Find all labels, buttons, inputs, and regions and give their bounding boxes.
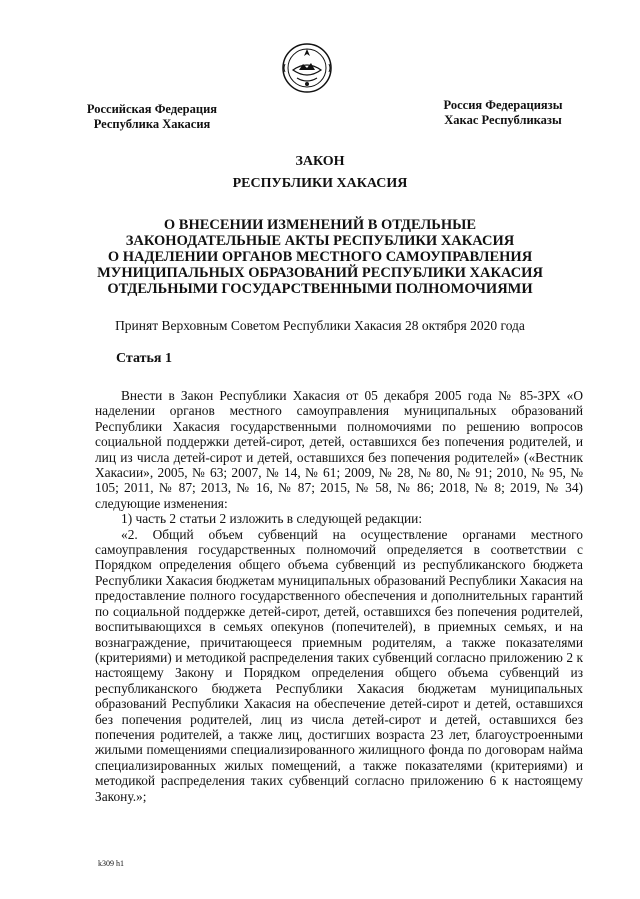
title-line-2: ЗАКОНОДАТЕЛЬНЫЕ АКТЫ РЕСПУБЛИКИ ХАКАСИЯ (125, 233, 515, 249)
header-right-line-2: Хакас Республиказы (444, 113, 562, 127)
paragraph-item-1: 1) часть 2 статьи 2 изложить в следующей редакции: (121, 511, 423, 527)
law-title (60, 217, 580, 297)
title-line-1: О ВНЕСЕНИИ ИЗМЕНЕНИЙ В ОТДЕЛЬНЫЕ (163, 217, 477, 233)
doc-type-republic: РЕСПУБЛИКИ ХАКАСИЯ (232, 176, 408, 191)
header-right-line-1: Россия Федерациязы (443, 98, 563, 112)
paragraph-new-text: «2. Общий объем субвенций на осуществление органами местного самоуправления государственных полномочий определяется в соответствии с Порядком определения общего объема субвенций из республиканского бюджета Республики Хакасия бюджетам муниципальных образований Республики Хакасия на предоставление полного государственного обеспечения и дополнительных гарантий по социальной поддержке детей-сирот, детей, оставшихся без попечения родителей, воспитывающихся в семьях опекунов (попечителей), в приемных семьях, и на вознаграждение, причитающееся приемным родителям, а также показателями (критериями) и методикой распределения таких субвенций согласно приложению 2 к настоящему Закону и Порядком определения общего объема субвенций из республиканского бюджета Республики Хакасия бюджетам муниципальных образований Республики Хакасия на обеспечение детей-сирот и детей, оставшихся без попечения родителей, лиц из числа детей-сирот и детей, оставшихся без попечения родителей, а также лиц, достигших возраста 23 лет, благоустроенными жилыми помещениями специализированного жилищного фонда по договорам найма специализированных жилых помещений, а также показателями (критериями) и методикой распределения таких субвенций согласно приложению 6 к настоящему Закону.»; (95, 526, 583, 804)
header-left-line-2: Республика Хакасия (93, 117, 211, 131)
adoption-line: Принят Верховным Советом Республики Хакасия 28 октября 2020 года (115, 318, 525, 333)
paragraph-intro: Внести в Закон Республики Хакасия от 05 декабря 2005 года № 85-ЗРХ «О наделении органов местного самоуправления муниципальных образований Республики Хакасия государственными полномочиями по решению вопросов социальной поддержки детей-сирот, детей, оставшихся без попечения родителей, и лиц из числа детей-сирот и детей, оставшихся без попечения родителей» («Вестник Хакасии», 2005, № 63; 2007, № 14, № 61; 2009, № 28, № 80, № 91; 2010, № 95, № 105; 2011, № 87; 2013, № 16, № 87; 2015, № 58, № 86; 2018, № 8; 2019, № 34) следующие изменения: (95, 388, 583, 511)
article-body (95, 388, 583, 804)
title-line-4: МУНИЦИПАЛЬНЫХ ОБРАЗОВАНИЙ РЕСПУБЛИКИ ХАКАСИЯ (97, 265, 543, 281)
title-line-5: ОТДЕЛЬНЫМИ ГОСУДАРСТВЕННЫМИ ПОЛНОМОЧИЯМИ (107, 281, 533, 297)
doc-type-law: ЗАКОН (295, 154, 345, 169)
header-left (62, 102, 242, 132)
header-left-line-1: Российская Федерация (86, 102, 218, 116)
header-right (418, 98, 588, 128)
coat-of-arms-emblem (279, 40, 335, 96)
article-heading: Статья 1 (116, 351, 172, 366)
footer-code: k309 h1 (98, 859, 124, 868)
title-line-3: О НАДЕЛЕНИИ ОРГАНОВ МЕСТНОГО САМОУПРАВЛЕНИЯ (107, 249, 533, 265)
